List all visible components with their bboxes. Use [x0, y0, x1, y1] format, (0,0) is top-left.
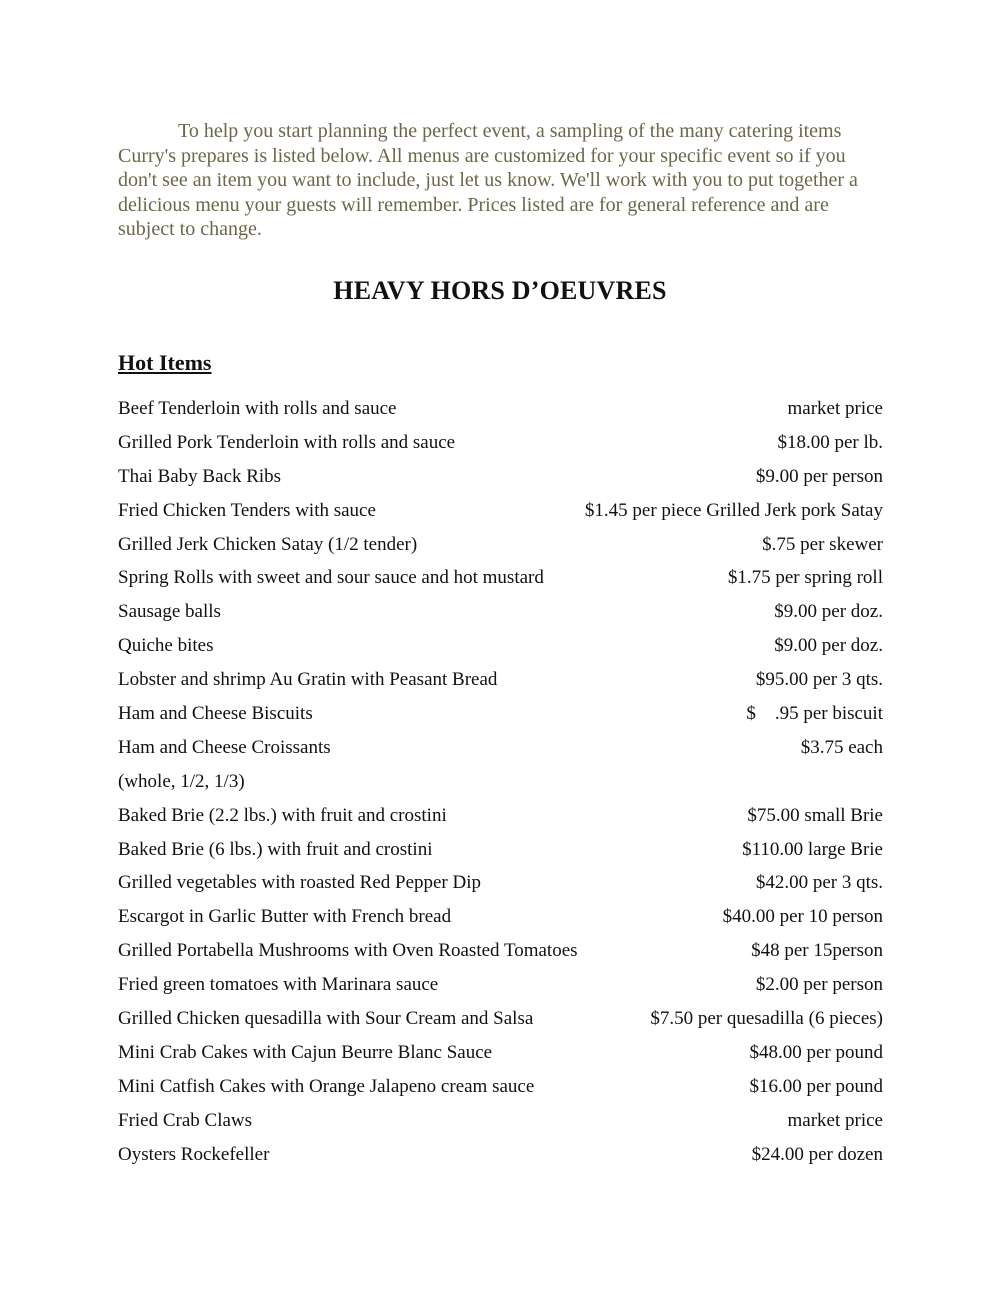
menu-item-name: Fried Chicken Tenders with sauce [118, 499, 376, 521]
menu-row [118, 972, 883, 1006]
menu-item-price: $2.00 per person [755, 974, 883, 996]
menu-row [118, 701, 883, 735]
menu-item-price: $1.75 per spring roll [727, 567, 883, 589]
menu-item-price: $9.00 per person [755, 465, 883, 487]
menu-item-price: $40.00 per 10 person [722, 906, 883, 928]
menu-item-name: Thai Baby Back Ribs [118, 465, 282, 487]
menu-item-price: $95.00 per 3 qts. [755, 669, 883, 691]
menu-item-name: Ham and Cheese Croissants [118, 736, 331, 758]
menu-item-name: Mini Crab Cakes with Cajun Beurre Blanc Sauce [118, 1041, 493, 1063]
menu-item-name: Grilled Pork Tenderloin with rolls and sauce [118, 431, 456, 453]
menu-item-price: $3.75 each [800, 736, 883, 758]
menu-item-name: Spring Rolls with sweet and sour sauce and hot mustard [118, 567, 544, 589]
menu-item-price: $110.00 large Brie [742, 838, 883, 860]
menu-row [118, 769, 883, 803]
menu-item-name: Escargot in Garlic Butter with French bread [118, 906, 452, 928]
menu-item-price: $1.45 per piece Grilled Jerk pork Satay [584, 499, 883, 521]
menu-item-name: Quiche bites [118, 635, 214, 657]
menu-row [118, 430, 883, 464]
menu-item-name: Grilled Portabella Mushrooms with Oven Roasted Tomatoes [118, 940, 578, 962]
menu-row [118, 464, 883, 498]
menu-row [118, 803, 883, 837]
menu-item-price: $16.00 per pound [749, 1075, 883, 1097]
menu-item-price: market price [787, 398, 883, 419]
menu-item-price: market price [787, 1109, 883, 1131]
menu-item-price: $7.50 per quesadilla (6 pieces) [650, 1008, 883, 1030]
menu-row [118, 735, 883, 769]
menu-item-name: Baked Brie (6 lbs.) with fruit and crostini [118, 838, 433, 860]
menu-item-price: $9.00 per doz. [774, 635, 883, 657]
menu-row [118, 1142, 883, 1176]
menu-row [118, 837, 883, 871]
menu-row [118, 1040, 883, 1074]
menu-item-name: Grilled vegetables with roasted Red Pepper Dip [118, 872, 482, 894]
menu-item-name: Fried Crab Claws [118, 1109, 253, 1131]
menu-list [118, 396, 883, 1175]
menu-row [118, 633, 883, 667]
menu-item-name: Mini Catfish Cakes with Orange Jalapeno cream sauce [118, 1075, 535, 1097]
menu-item-price: $48 per 15person [751, 940, 883, 962]
menu-item-price: $48.00 per pound [749, 1041, 883, 1063]
menu-item-price: $75.00 small Brie [747, 804, 883, 826]
menu-row [118, 1074, 883, 1108]
menu-row [118, 667, 883, 701]
menu-row [118, 904, 883, 938]
menu-row [118, 1006, 883, 1040]
section-title-hot-items: Hot Items [118, 350, 212, 375]
menu-item-name: Sausage balls [118, 601, 221, 623]
menu-item-name: Grilled Chicken quesadilla with Sour Cream and Salsa [118, 1008, 534, 1030]
menu-item-price: $ .95 per biscuit [746, 703, 883, 725]
intro-paragraph: To help you start planning the perfect event, a sampling of the many catering items Curry's prepares is listed below. All menus are customized for your specific event so if you don't see an item you want to include, just let us know. We'll work with you to put together a delicious menu your guests will remember. Prices listed are for general reference and are subject to change. [118, 120, 858, 240]
menu-item-name: Grilled Jerk Chicken Satay (1/2 tender) [118, 533, 418, 555]
menu-row [118, 938, 883, 972]
menu-item-name: (whole, 1/2, 1/3) [118, 770, 245, 792]
menu-item-price: $9.00 per doz. [774, 601, 883, 623]
menu-row [118, 396, 883, 430]
menu-item-price: $18.00 per lb. [777, 431, 883, 453]
menu-item-price: $42.00 per 3 qts. [755, 872, 883, 894]
menu-item-name: Fried green tomatoes with Marinara sauce [118, 974, 439, 996]
menu-row [118, 532, 883, 566]
menu-item-name: Oysters Rockefeller [118, 1143, 270, 1165]
menu-row [118, 870, 883, 904]
menu-row [118, 565, 883, 599]
menu-item-price: $.75 per skewer [762, 533, 883, 555]
menu-item-name: Baked Brie (2.2 lbs.) with fruit and crostini [118, 804, 447, 826]
menu-row [118, 1108, 883, 1142]
menu-item-name: Lobster and shrimp Au Gratin with Peasant Bread [118, 669, 498, 691]
menu-item-price: $24.00 per dozen [751, 1143, 883, 1165]
menu-item-name: Ham and Cheese Biscuits [118, 703, 313, 725]
menu-row [118, 498, 883, 532]
page-heading: HEAVY HORS D’OEUVRES [333, 276, 667, 305]
menu-row [118, 599, 883, 633]
menu-item-name: Beef Tenderloin with rolls and sauce [118, 398, 397, 419]
